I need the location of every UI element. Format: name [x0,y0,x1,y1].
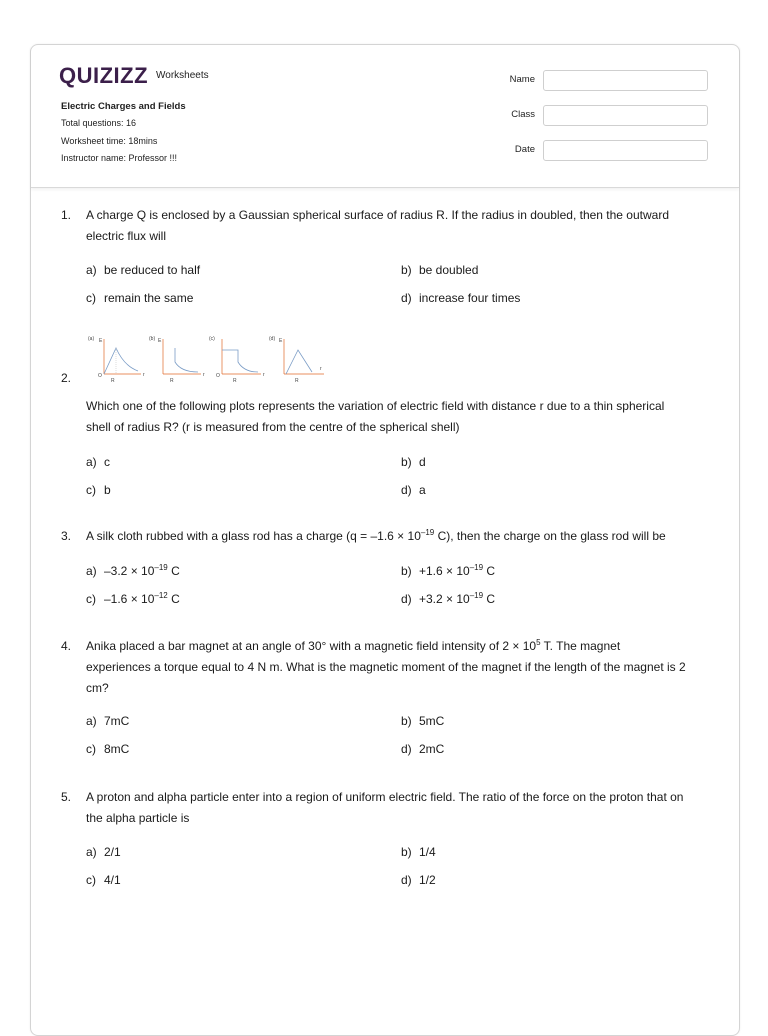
plot-label: (b) [149,336,156,342]
option-letter: d) [401,483,412,497]
option-c[interactable] [86,873,121,887]
option-c[interactable] [86,592,180,606]
date-label: Date [514,144,535,155]
option-b[interactable] [401,455,426,469]
plot-a [88,336,145,384]
axis-r-label: r [263,372,265,378]
option-letter: b) [401,564,412,578]
option-text: 7mC [104,714,130,728]
option-a[interactable] [86,845,121,859]
option-a[interactable] [86,263,200,277]
option-b[interactable] [401,263,478,277]
worksheet-page [30,44,740,1036]
plot-c [209,336,265,384]
option-unit: C [167,564,180,578]
question-text-line: the alpha particle is [86,811,190,825]
question-number: 4. [61,639,72,653]
option-letter: b) [401,845,412,859]
option-text: d [419,455,426,469]
option-text: –3.2 × 10 [104,564,155,578]
option-text: c [104,455,110,469]
option-text: +3.2 × 10 [419,592,470,606]
option-letter: a) [86,564,97,578]
question-text-line: electric flux will [86,229,167,243]
total-questions: Total questions: 16 [61,118,137,128]
axis-r-label: r [143,372,145,378]
worksheet-title: Electric Charges and Fields [61,101,186,112]
option-text: be reduced to half [104,263,201,277]
axis-origin-label: O [216,373,220,379]
question-text [86,396,712,438]
plot-label: (c) [209,336,215,342]
plot-label: (a) [88,336,95,342]
option-letter: b) [401,714,412,728]
date-field[interactable] [543,140,708,161]
option-d[interactable] [401,742,444,756]
option-text: 2/1 [104,845,121,859]
option-letter: c) [86,873,96,887]
option-letter: a) [86,455,97,469]
quizizz-logo: QUIZIZZ [59,63,149,88]
logo-subtitle: Worksheets [156,70,209,81]
option-text: 4/1 [104,873,121,887]
instructor-name: Instructor name: Professor !!! [61,153,178,163]
option-a[interactable] [86,564,180,578]
exponent: –19 [420,528,435,537]
option-unit: C [167,592,180,606]
exponent: –19 [469,563,484,572]
question-text-line: A proton and alpha particle enter into a region of uniform electric field. The ratio of the force on the proton that on [86,790,684,804]
axis-radius-label: R [111,378,115,384]
option-b[interactable] [401,714,444,728]
plot-curve [286,350,312,374]
plot-curve [175,348,198,372]
option-d[interactable] [401,483,426,497]
option-d[interactable] [401,592,495,606]
option-a[interactable] [86,455,110,469]
option-text: 5mC [419,714,445,728]
worksheet-time: Worksheet time: 18mins [61,136,158,146]
question-text [86,636,712,699]
name-field[interactable] [543,70,708,91]
option-letter: d) [401,592,412,606]
option-b[interactable] [401,564,495,578]
axis-r-label: r [320,366,322,372]
question-text-part: A silk cloth rubbed with a glass rod has a charge (q = –1.6 × 10 [86,529,421,543]
option-text: 2mC [419,742,445,756]
option-text: a [419,483,426,497]
option-letter: a) [86,845,97,859]
option-a[interactable] [86,714,129,728]
question-text [86,787,712,829]
question-text-part: T. The magnet [540,639,621,653]
option-text: 1/2 [419,873,436,887]
option-unit: C [483,564,496,578]
question-number: 5. [61,790,72,804]
axis-e-label: E [99,338,103,344]
plot-label: (d) [269,336,276,342]
option-b[interactable] [401,845,436,859]
question-text-line [86,636,712,657]
question-number: 1. [61,208,72,222]
exponent: 5 [536,638,541,647]
question-text-line: A charge Q is enclosed by a Gaussian spherical surface of radius R. If the radius in doubled, then the outward [86,208,670,222]
question-text-line: Which one of the following plots represents the variation of electric field with distance r due to a thin spherical [86,399,665,413]
option-c[interactable] [86,483,111,497]
axis-e-label: E [279,338,283,344]
option-text: b [104,483,111,497]
class-field[interactable] [543,105,708,126]
option-text: increase four times [419,291,521,305]
option-d[interactable] [401,291,520,305]
option-letter: b) [401,263,412,277]
option-c[interactable] [86,742,129,756]
question-text-line: experiences a torque equal to 4 N m. What is the magnetic moment of the magnet if the length of the magnet is 2 [86,660,686,674]
exponent: –12 [154,591,168,600]
option-letter: d) [401,291,412,305]
question-text-part: C), then the charge on the glass rod will be [434,529,666,543]
option-letter: c) [86,483,96,497]
question-text [86,526,712,547]
question-text-line: cm? [86,681,109,695]
plot-d [269,336,324,384]
exponent: –19 [469,591,484,600]
axis-radius-label: R [170,378,174,384]
option-text: +1.6 × 10 [419,564,470,578]
plot-curve [104,348,138,374]
axis-r-label: r [203,372,205,378]
question-number: 2. [61,371,72,385]
axis-e-label: E [158,338,162,344]
question-text [86,205,712,247]
option-d[interactable] [401,873,436,887]
axis-radius-label: R [295,378,299,384]
question-number: 3. [61,529,72,543]
option-letter: b) [401,455,412,469]
question-text-part: Anika placed a bar magnet at an angle of 30° with a magnetic field intensity of 2 × 10 [86,639,537,653]
option-text: remain the same [104,291,194,305]
plot-curve [222,350,258,372]
option-letter: a) [86,714,97,728]
option-letter: c) [86,592,96,606]
option-unit: C [483,592,496,606]
option-text: 8mC [104,742,130,756]
worksheet-header [31,45,739,188]
exponent: –19 [154,563,168,572]
option-c[interactable] [86,291,193,305]
field-plots-figure [86,334,326,384]
option-text: –1.6 × 10 [104,592,155,606]
question-text-line: shell of radius R? (r is measured from the centre of the spherical shell) [86,420,460,434]
option-letter: a) [86,263,97,277]
axis-radius-label: R [233,378,237,384]
plot-b [149,336,205,384]
name-label: Name [509,74,535,85]
option-text: 1/4 [419,845,436,859]
option-letter: d) [401,873,412,887]
class-label: Class [511,109,535,120]
option-letter: c) [86,742,96,756]
option-letter: d) [401,742,412,756]
option-text: be doubled [419,263,479,277]
axis-origin-label: O [98,373,102,379]
option-letter: c) [86,291,96,305]
